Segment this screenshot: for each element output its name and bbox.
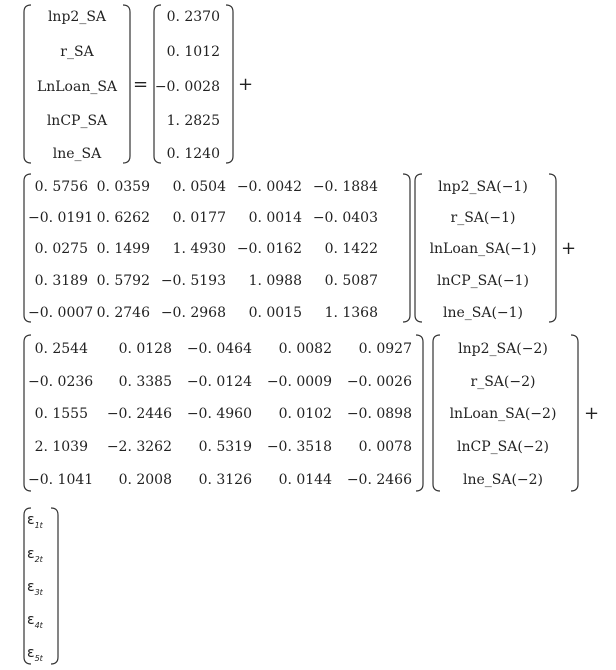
coef-cell: −0. 0162 [236, 241, 302, 257]
coef-cell: 0. 1555 [34, 406, 88, 422]
coef-cell: 0. 5756 [34, 179, 88, 195]
right-bracket [415, 334, 425, 492]
plus-sign: + [561, 238, 577, 259]
coef-cell: −0. 0898 [346, 406, 412, 422]
coef-cell: 0. 2746 [96, 305, 150, 321]
coef-cell: 0. 6262 [96, 210, 150, 226]
coef-cell: 0. 5319 [198, 439, 252, 455]
constant-1: 0. 2370 [166, 9, 220, 25]
coef-cell: 0. 0504 [172, 179, 226, 195]
coef-cell: 0. 3385 [118, 374, 172, 390]
lag2-var-2: r_SA(−2) [470, 374, 536, 390]
right-bracket [50, 507, 60, 665]
right-bracket [402, 173, 412, 323]
right-bracket [122, 4, 132, 164]
coef-cell: −0. 5193 [160, 273, 226, 289]
coef-cell: 0. 0275 [34, 241, 88, 257]
coef-cell: 0. 0177 [172, 210, 226, 226]
coef-cell: 0. 0015 [248, 305, 302, 321]
constant-3: −0. 0028 [154, 79, 220, 95]
coef-cell: −0. 0042 [236, 179, 302, 195]
coef-cell: 0. 1422 [324, 241, 378, 257]
coef-cell: −0. 1041 [28, 472, 94, 488]
lag1-var-5: lne_SA(−1) [442, 305, 524, 321]
coef-cell: 0. 5792 [96, 273, 150, 289]
coef-cell: 1. 1368 [324, 305, 378, 321]
coef-cell: 0. 3189 [34, 273, 88, 289]
coef-cell: 0. 0927 [358, 341, 412, 357]
coef-cell: 0. 3126 [198, 472, 252, 488]
coef-cell: −0. 0464 [186, 341, 252, 357]
right-bracket [570, 334, 580, 492]
coef-cell: 1. 4930 [172, 241, 226, 257]
coef-cell: 0. 0128 [118, 341, 172, 357]
coef-cell: −0. 2466 [346, 472, 412, 488]
plus-sign: + [238, 74, 254, 95]
coef-cell: −2. 3262 [106, 439, 172, 455]
right-bracket [548, 173, 558, 323]
error-term-1: $\varepsilon_{1t}$ [27, 512, 43, 530]
coef-cell: 0. 2008 [118, 472, 172, 488]
error-term-4: $\varepsilon_{4t}$ [27, 612, 43, 630]
lag1-var-3: lnLoan_SA(−1) [429, 241, 537, 257]
lhs-var-1: lnp2_SA [47, 9, 107, 25]
lag2-var-4: lnCP_SA(−2) [457, 439, 549, 455]
coef-cell: −0. 4960 [186, 406, 252, 422]
right-bracket [225, 4, 235, 164]
coef-cell: −0. 0009 [266, 374, 332, 390]
lag2-var-5: lne_SA(−2) [462, 472, 544, 488]
coef-cell: 0. 0144 [278, 472, 332, 488]
coef-cell: −0. 1884 [312, 179, 378, 195]
lhs-var-2: r_SA [60, 44, 94, 60]
constant-4: 1. 2825 [166, 113, 220, 129]
constant-5: 0. 1240 [166, 146, 220, 162]
error-term-2: $\varepsilon_{2t}$ [27, 546, 43, 564]
coef-cell: 0. 0014 [248, 210, 302, 226]
coef-cell: −0. 0236 [28, 374, 94, 390]
coef-cell: 0. 0078 [358, 439, 412, 455]
lhs-var-5: lne_SA [52, 146, 102, 162]
coef-cell: 1. 0988 [248, 273, 302, 289]
plus-sign: + [584, 403, 600, 424]
equals-sign: = [133, 74, 149, 95]
error-term-3: $\varepsilon_{3t}$ [27, 579, 43, 597]
coef-cell: −0. 2446 [106, 406, 172, 422]
coef-cell: 0. 2544 [34, 341, 88, 357]
lag1-var-1: lnp2_SA(−1) [438, 179, 528, 195]
lag1-var-4: lnCP_SA(−1) [437, 273, 529, 289]
lag2-var-1: lnp2_SA(−2) [458, 341, 548, 357]
coef-cell: 0. 0102 [278, 406, 332, 422]
coef-cell: −0. 2968 [160, 305, 226, 321]
error-term-5: $\varepsilon_{5t}$ [27, 645, 43, 663]
coef-cell: −0. 0191 [28, 210, 94, 226]
lhs-var-3: LnLoan_SA [36, 79, 118, 95]
coef-cell: −0. 3518 [266, 439, 332, 455]
constant-2: 0. 1012 [166, 44, 220, 60]
lag2-var-3: lnLoan_SA(−2) [449, 406, 557, 422]
coef-cell: −0. 0026 [346, 374, 412, 390]
coef-cell: −0. 0403 [312, 210, 378, 226]
coef-cell: 2. 1039 [34, 439, 88, 455]
coef-cell: 0. 5087 [324, 273, 378, 289]
coef-cell: 0. 0082 [278, 341, 332, 357]
coef-cell: −0. 0007 [28, 305, 94, 321]
coef-cell: −0. 0124 [186, 374, 252, 390]
lag1-var-2: r_SA(−1) [450, 210, 516, 226]
coef-cell: 0. 0359 [96, 179, 150, 195]
lhs-var-4: lnCP_SA [46, 113, 108, 129]
coef-cell: 0. 1499 [96, 241, 150, 257]
